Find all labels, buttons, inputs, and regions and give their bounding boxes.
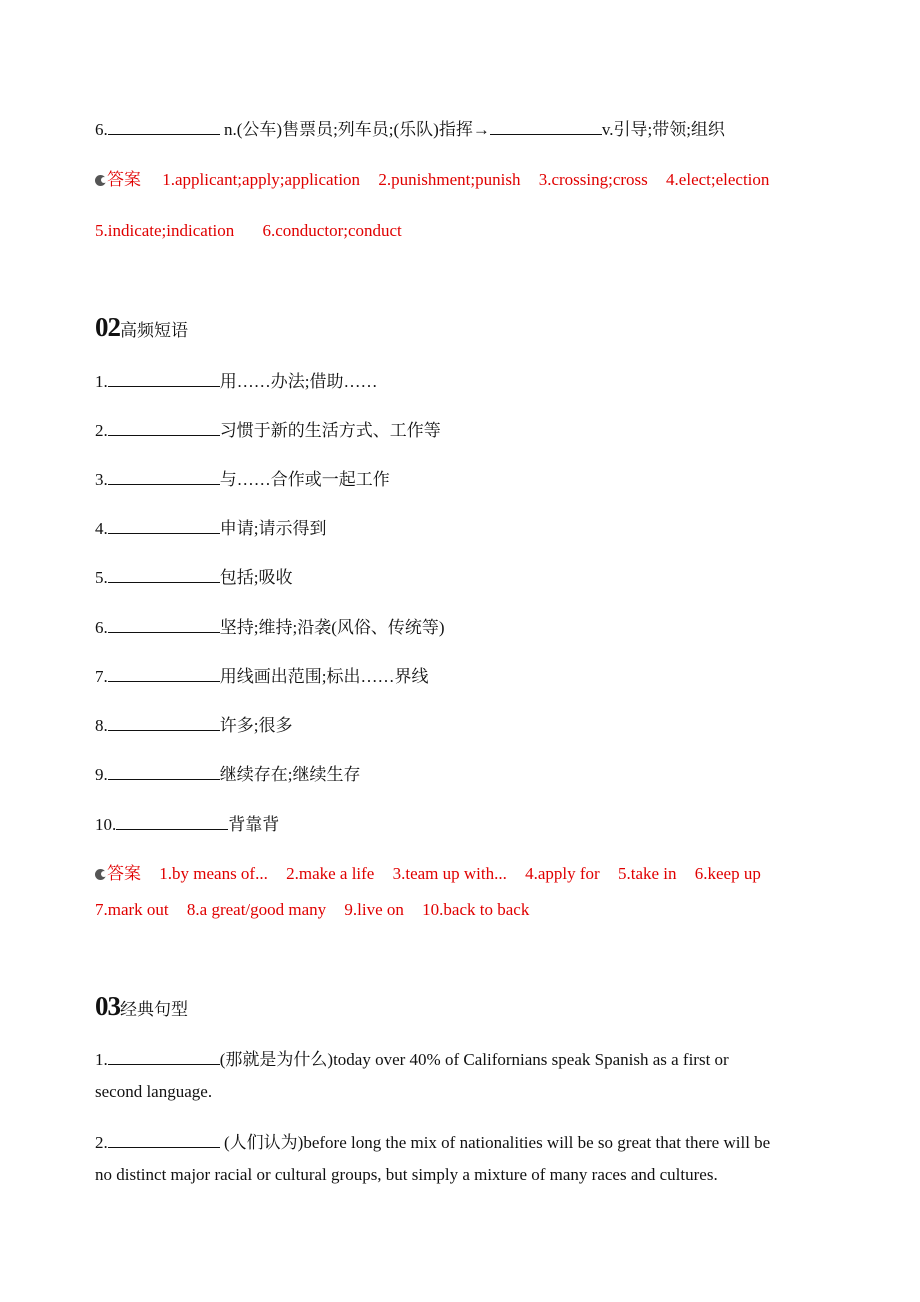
phrase-item: [95, 812, 279, 836]
answer-blank[interactable]: [108, 418, 220, 436]
phrase-item: [95, 467, 390, 491]
answer-item: 10.back to back: [422, 900, 530, 919]
answer-icon: [95, 869, 106, 880]
section-title: 高频短语: [120, 321, 188, 341]
answer-item: 4.elect;election: [666, 170, 770, 189]
vocab-item-6: [95, 117, 725, 141]
answer-item: 3.crossing;cross: [538, 170, 648, 189]
answer-blank[interactable]: [108, 664, 220, 682]
phrase-item: [95, 369, 377, 393]
answer-item: 5.take in: [617, 864, 677, 883]
item-number: 6.: [95, 618, 108, 637]
sentence-item: [95, 1047, 729, 1071]
phrase-item: [95, 713, 292, 737]
answer-item: 7.mark out: [95, 900, 169, 919]
item-definition: 用线画出范围;标出……界线: [219, 667, 429, 686]
answer-item: 3.team up with...: [392, 864, 507, 883]
sentence-item-continued: [95, 1164, 718, 1186]
answer-item: 1.by means of...: [159, 864, 268, 883]
answer-blank[interactable]: [108, 117, 220, 135]
item-definition: n.(公车)售票员;列车员;(乐队)指挥→: [219, 120, 490, 139]
sentence-hint: (人们认为): [219, 1133, 304, 1152]
phrase-item: [95, 565, 292, 589]
item-number: 8.: [95, 716, 108, 735]
item-definition: 习惯于新的生活方式、工作等: [219, 421, 441, 440]
item-number: 10.: [95, 815, 117, 834]
answer-blank[interactable]: [108, 762, 220, 780]
item-definition: v.引导;带领;组织: [601, 120, 725, 139]
phrase-item: [95, 418, 441, 442]
answer-blank[interactable]: [108, 615, 220, 633]
answer-item: 2.make a life: [286, 864, 375, 883]
sentence-item: [95, 1130, 770, 1154]
item-definition: 继续存在;继续生存: [219, 765, 361, 784]
item-number: 4.: [95, 519, 108, 538]
sentence-text: second language.: [95, 1082, 213, 1101]
answer-blank[interactable]: [108, 1130, 220, 1148]
item-definition: 与……合作或一起工作: [219, 470, 390, 489]
section-title: 经典句型: [120, 1000, 188, 1020]
item-definition: 许多;很多: [219, 716, 293, 735]
answer-block: [95, 169, 769, 191]
phrase-item: [95, 615, 445, 639]
answer-item: 6.keep up: [694, 864, 761, 883]
item-definition: 背靠背: [228, 815, 280, 834]
answer-label: 答案: [107, 170, 141, 189]
item-number: 6.: [95, 120, 108, 139]
section-number: 02: [95, 312, 120, 342]
item-number: 3.: [95, 470, 108, 489]
answer-item: 2.punishment;punish: [378, 170, 521, 189]
answer-blank[interactable]: [108, 565, 220, 583]
item-definition: 用……办法;借助……: [219, 372, 378, 391]
answer-blank[interactable]: [108, 369, 220, 387]
item-number: 1.: [95, 1050, 108, 1069]
section-number: 03: [95, 991, 120, 1021]
answer-blank[interactable]: [116, 812, 228, 830]
section-heading: [95, 312, 188, 343]
item-number: 5.: [95, 568, 108, 587]
answer-block-continued: [95, 220, 402, 242]
sentence-text: before long the mix of nationalities will be so great that there will be: [303, 1133, 771, 1152]
answer-blank[interactable]: [490, 117, 602, 135]
answer-item: 8.a great/good many: [186, 900, 327, 919]
answer-item: 5.indicate;indication: [95, 221, 235, 240]
item-number: 1.: [95, 372, 108, 391]
answer-icon: [95, 175, 106, 186]
sentence-text: today over 40% of Californians speak Spanish as a first or: [333, 1050, 729, 1069]
phrase-item: [95, 664, 428, 688]
item-number: 9.: [95, 765, 108, 784]
item-number: 2.: [95, 421, 108, 440]
item-definition: 坚持;维持;沿袭(风俗、传统等): [219, 618, 445, 637]
sentence-hint: (那就是为什么): [219, 1050, 334, 1069]
sentence-text: no distinct major racial or cultural groups, but simply a mixture of many races and cultures.: [95, 1165, 718, 1184]
answer-label: 答案: [107, 864, 141, 883]
item-number: 2.: [95, 1133, 108, 1152]
answer-blank[interactable]: [108, 713, 220, 731]
answer-block-continued: [95, 899, 529, 921]
item-number: 7.: [95, 667, 108, 686]
item-definition: 申请;请示得到: [219, 519, 327, 538]
phrase-item: [95, 516, 326, 540]
item-definition: 包括;吸收: [219, 568, 293, 587]
answer-item: 1.applicant;apply;application: [162, 170, 361, 189]
answer-blank[interactable]: [108, 516, 220, 534]
phrase-item: [95, 762, 360, 786]
answer-blank[interactable]: [108, 467, 220, 485]
answer-item: 6.conductor;conduct: [262, 221, 402, 240]
sentence-item-continued: [95, 1081, 212, 1103]
answer-item: 4.apply for: [525, 864, 600, 883]
answer-item: 9.live on: [344, 900, 404, 919]
section-heading: [95, 991, 188, 1022]
answer-blank[interactable]: [108, 1047, 220, 1065]
answer-block: [95, 863, 761, 885]
